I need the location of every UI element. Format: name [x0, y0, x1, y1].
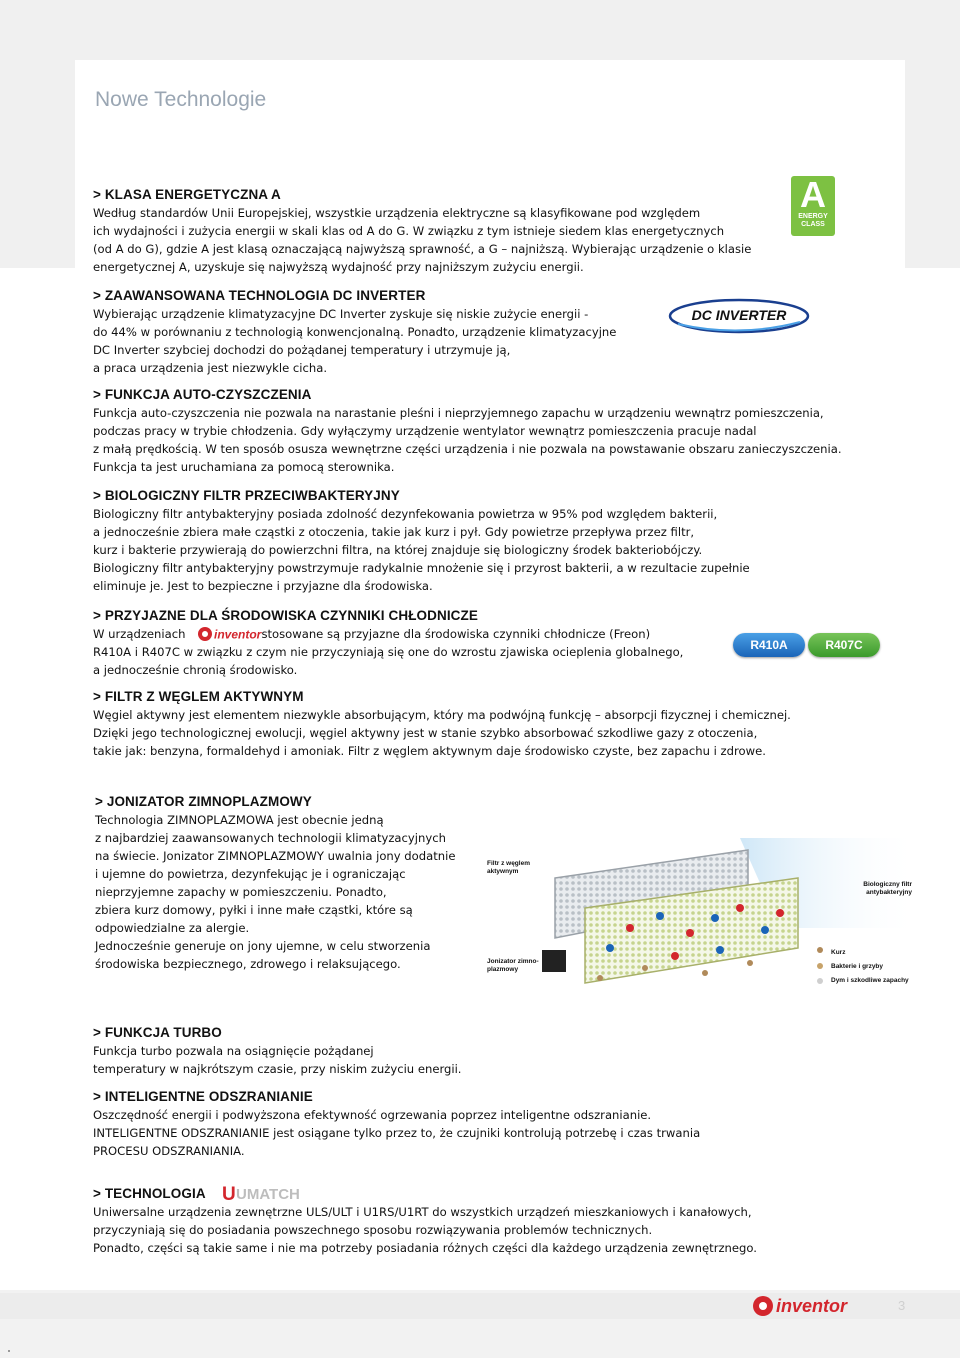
- paragraph-line: przyczyniają się do posiadania powszechnego sposobu rozwiązywania problemów technicznych.: [93, 1223, 653, 1237]
- section-heading: > BIOLOGICZNY FILTR PRZECIWBAKTERYJNY: [93, 488, 400, 503]
- paragraph-line: takie jak: benzyna, formaldehyd i amoniak. Filtr z węglem aktywnym daje środowisko czyste, bez zapachu i zdrowe.: [93, 744, 766, 758]
- section-heading: > JONIZATOR ZIMNOPLAZMOWY: [95, 794, 312, 809]
- section-heading: > PRZYJAZNE DLA ŚRODOWISKA CZYNNIKI CHŁODNICZE: [93, 608, 478, 623]
- label-line: Biologiczny filtr: [863, 881, 912, 888]
- paragraph-line: a jednocześnie chronią środowisko.: [93, 663, 298, 677]
- inventor-inline-text: inventor: [214, 627, 262, 642]
- paragraph-line: z małą prędkością. W ten sposób osusza wewnętrzne części urządzenia i nie pozwala na powstawanie obszaru zanieczyszczenia.: [93, 442, 842, 456]
- dust-label: Kurz: [831, 949, 846, 956]
- inventor-footer-logo: [750, 1293, 862, 1319]
- section-heading: > TECHNOLOGIA: [93, 1186, 206, 1201]
- energy-class-letter: A: [800, 174, 826, 215]
- paragraph-line: Ponadto, części są takie same i nie ma potrzeby posiadania różnych części dla każdego urządzenia zewnętrznego.: [93, 1241, 757, 1255]
- left-margin: [0, 0, 75, 268]
- paragraph-line: Dzięki jego technologicznej ewolucji, węgiel aktywny jest w stanie szybko absorbować szkodliwe gazy z otoczenia,: [93, 726, 758, 740]
- paragraph-line: Biologiczny filtr antybakteryjny powstrzymuje radykalnie mnożenie się i przyrost bakterii, a w rezultacie zupełnie: [93, 561, 750, 575]
- paragraph-line: środowiska bezpiecznego, zdrowego i relaksującego.: [95, 957, 401, 971]
- line-end: stosowane są przyjazne dla środowiska czynniki chłodnicze (Freon): [261, 627, 651, 641]
- section-bio-filter: [93, 488, 883, 595]
- class-word: CLASS: [801, 221, 825, 228]
- paragraph-line: Wybierając urządzenie klimatyzacyjne DC Inverter zyskuje się niskie zużycie energii -: [93, 307, 589, 321]
- section-defrost: [93, 1089, 883, 1160]
- paragraph-line: ich wydajności i zużycia energii w skali klas od A do G. W związku z tym istnieje siedem klas energetycznych: [93, 224, 725, 238]
- dc-inverter-logo: [668, 298, 810, 334]
- paragraph-line: Jednocześnie generuje on jony ujemne, w celu stworzenia: [95, 939, 431, 953]
- paragraph-line: nieprzyjemne zapachy w pomieszczeniu. Ponadto,: [95, 885, 387, 899]
- footer-brand-text: inventor: [776, 1296, 848, 1316]
- energy-class-a-logo: [791, 176, 835, 236]
- label-line: Filtr z węglem: [487, 860, 530, 867]
- energy-word: ENERGY: [798, 213, 828, 220]
- label-line: Jonizator zimno-: [487, 958, 539, 965]
- bio-filter-label: [848, 881, 912, 897]
- section-auto-cleaning: [93, 387, 883, 476]
- r410a-badge: R410A: [733, 633, 805, 657]
- paragraph-line: odpowiedzialne za alergie.: [95, 921, 250, 935]
- ionizer-box: [542, 950, 566, 972]
- section-heading: > KLASA ENERGETYCZNA A: [93, 187, 281, 202]
- page-title: Nowe Technologie: [95, 88, 267, 111]
- section-heading: > ZAAWANSOWANA TECHNOLOGIA DC INVERTER: [93, 288, 426, 303]
- paragraph-line: Oszczędność energii i podwyższona efektywność ogrzewania poprzez inteligentne odszranianie.: [93, 1108, 652, 1122]
- section-heading: > FUNKCJA AUTO-CZYSZCZENIA: [93, 387, 312, 402]
- paragraph-line: R410A i R407C w związku z czym nie przyczyniają się one do wzrostu zjawiska ocieplenia globalnego,: [93, 645, 684, 659]
- paragraph-line: PROCESU ODSZRANIANIA.: [93, 1144, 245, 1158]
- bacteria-label: Bakterie i grzyby: [831, 963, 884, 970]
- paragraph-line: a jednocześnie zbiera małe cząstki z otoczenia, takie jak kurz i pył. Gdy powietrze przepływa przez filtr,: [93, 525, 695, 539]
- paragraph-line: a praca urządzenia jest niezwykle cicha.: [93, 361, 328, 375]
- paragraph-line: DC Inverter szybciej dochodzi do pożądanej temperatury i utrzymuje ją,: [93, 343, 511, 357]
- paragraph-line: INTELIGENTNE ODSZRANIANIE jest osiągane tylko przez to, że czujniki kontrolują potrzebę i czas trwania: [93, 1126, 701, 1140]
- inventor-inline-logo: [197, 626, 267, 642]
- smoke-label: Dym i szkodliwe zapachy: [831, 977, 909, 984]
- ionizer-label: [487, 958, 539, 974]
- paragraph-line: Według standardów Unii Europejskiej, wszystkie urządzenia elektryczne są klasyfikowane pod względem: [93, 206, 701, 220]
- paragraph-line: Funkcja auto-czyszczenia nie pozwala na narastanie pleśni i nieprzyjemnego zapachu w urządzeniu wewnątrz pomieszczenia,: [93, 406, 824, 420]
- paragraph-line: i ujemne do powietrza, dezynfekując je i ograniczając: [95, 867, 406, 881]
- label-line: antybakteryjny: [866, 889, 912, 896]
- paragraph-line: temperatury w najkrótszym czasie, przy niskim zużyciu energii.: [93, 1062, 462, 1076]
- section-umatch: [93, 1186, 883, 1257]
- section-turbo: [93, 1025, 883, 1078]
- r407c-badge: R407C: [808, 633, 880, 657]
- paragraph-line: z najbardziej zaawansowanych technologii klimatyzacyjnych: [95, 831, 446, 845]
- section-ionizer: [95, 794, 485, 973]
- paragraph-line: Biologiczny filtr antybakteryjny posiada zdolność dezynfekowania powietrza w 95% pod względem bakterii,: [93, 507, 718, 521]
- paragraph-line: energetycznej A, uzyskuje się najwyższą wydajność przy najniższym zużyciu energii.: [93, 260, 584, 274]
- carbon-filter-label: [487, 860, 530, 876]
- paragraph-line: Technologia ZIMNOPLAZMOWA jest obecnie jedną: [95, 813, 384, 827]
- top-margin: [0, 0, 960, 60]
- paragraph-line: do 44% w porównaniu z technologią konwencjonalną. Ponadto, urządzenie klimatyzacyjne: [93, 325, 617, 339]
- label-line: plazmowy: [487, 966, 519, 973]
- legend-icons: [817, 947, 823, 984]
- page-number: 3: [898, 1298, 906, 1313]
- section-heading: > FILTR Z WĘGLEM AKTYWNYM: [93, 689, 304, 704]
- dc-inverter-logo-text: DC INVERTER: [691, 307, 787, 323]
- paragraph-line: Funkcja turbo pozwala na osiągnięcie pożądanej: [93, 1044, 374, 1058]
- paragraph-line: Funkcja ta jest uruchamiana za pomocą sterownika.: [93, 460, 395, 474]
- umatch-logo: [222, 1183, 310, 1203]
- paragraph-line: Uniwersalne urządzenia zewnętrzne ULS/ULT i U1RS/U1RT do wszystkich urządzeń mieszkaniowych i kanałowych,: [93, 1205, 752, 1219]
- corner-mark: [8, 1350, 10, 1352]
- paragraph-line: na świecie. Jonizator ZIMNOPLAZMOWY uwalnia jony dodatnie: [95, 849, 456, 863]
- paragraph-line: Węgiel aktywny jest elementem niezwykle absorbującym, który ma podwójną funkcję – absorpcji fizycznej i chemicznej.: [93, 708, 791, 722]
- section-heading: > FUNKCJA TURBO: [93, 1025, 222, 1040]
- paragraph-line: (od A do G), gdzie A jest klasą oznaczającą najwyższą sprawność, a G – najniższą. Wybierając urządzenie o klasie: [93, 242, 752, 256]
- paragraph-line: eliminuje je. Jest to bezpieczne i przyjazne dla środowiska.: [93, 579, 433, 593]
- filter-illustration: [480, 838, 920, 1000]
- line-start: W urządzeniach: [93, 627, 186, 641]
- section-heading: > INTELIGENTNE ODSZRANIANIE: [93, 1089, 313, 1104]
- svg-text:U: U: [222, 1184, 236, 1203]
- paragraph-line: kurz i bakterie przywierają do powierzchni filtra, na której znajduje się biologiczny środek bakteriobójczy.: [93, 543, 703, 557]
- paragraph-line: podczas pracy w trybie chłodzenia. Gdy wyłączymy urządzenie wentylator wewnątrz pomieszczenia pracuje nadal: [93, 424, 757, 438]
- label-line: aktywnym: [487, 868, 519, 875]
- section-carbon-filter: [93, 689, 883, 760]
- section-energy-class: [93, 187, 883, 276]
- paragraph-line: zbiera kurz domowy, pyłki i inne małe cząstki, które są: [95, 903, 413, 917]
- umatch-logo-text: UMATCH: [236, 1186, 300, 1203]
- right-margin: [905, 0, 960, 268]
- energy-class-label: [791, 213, 835, 229]
